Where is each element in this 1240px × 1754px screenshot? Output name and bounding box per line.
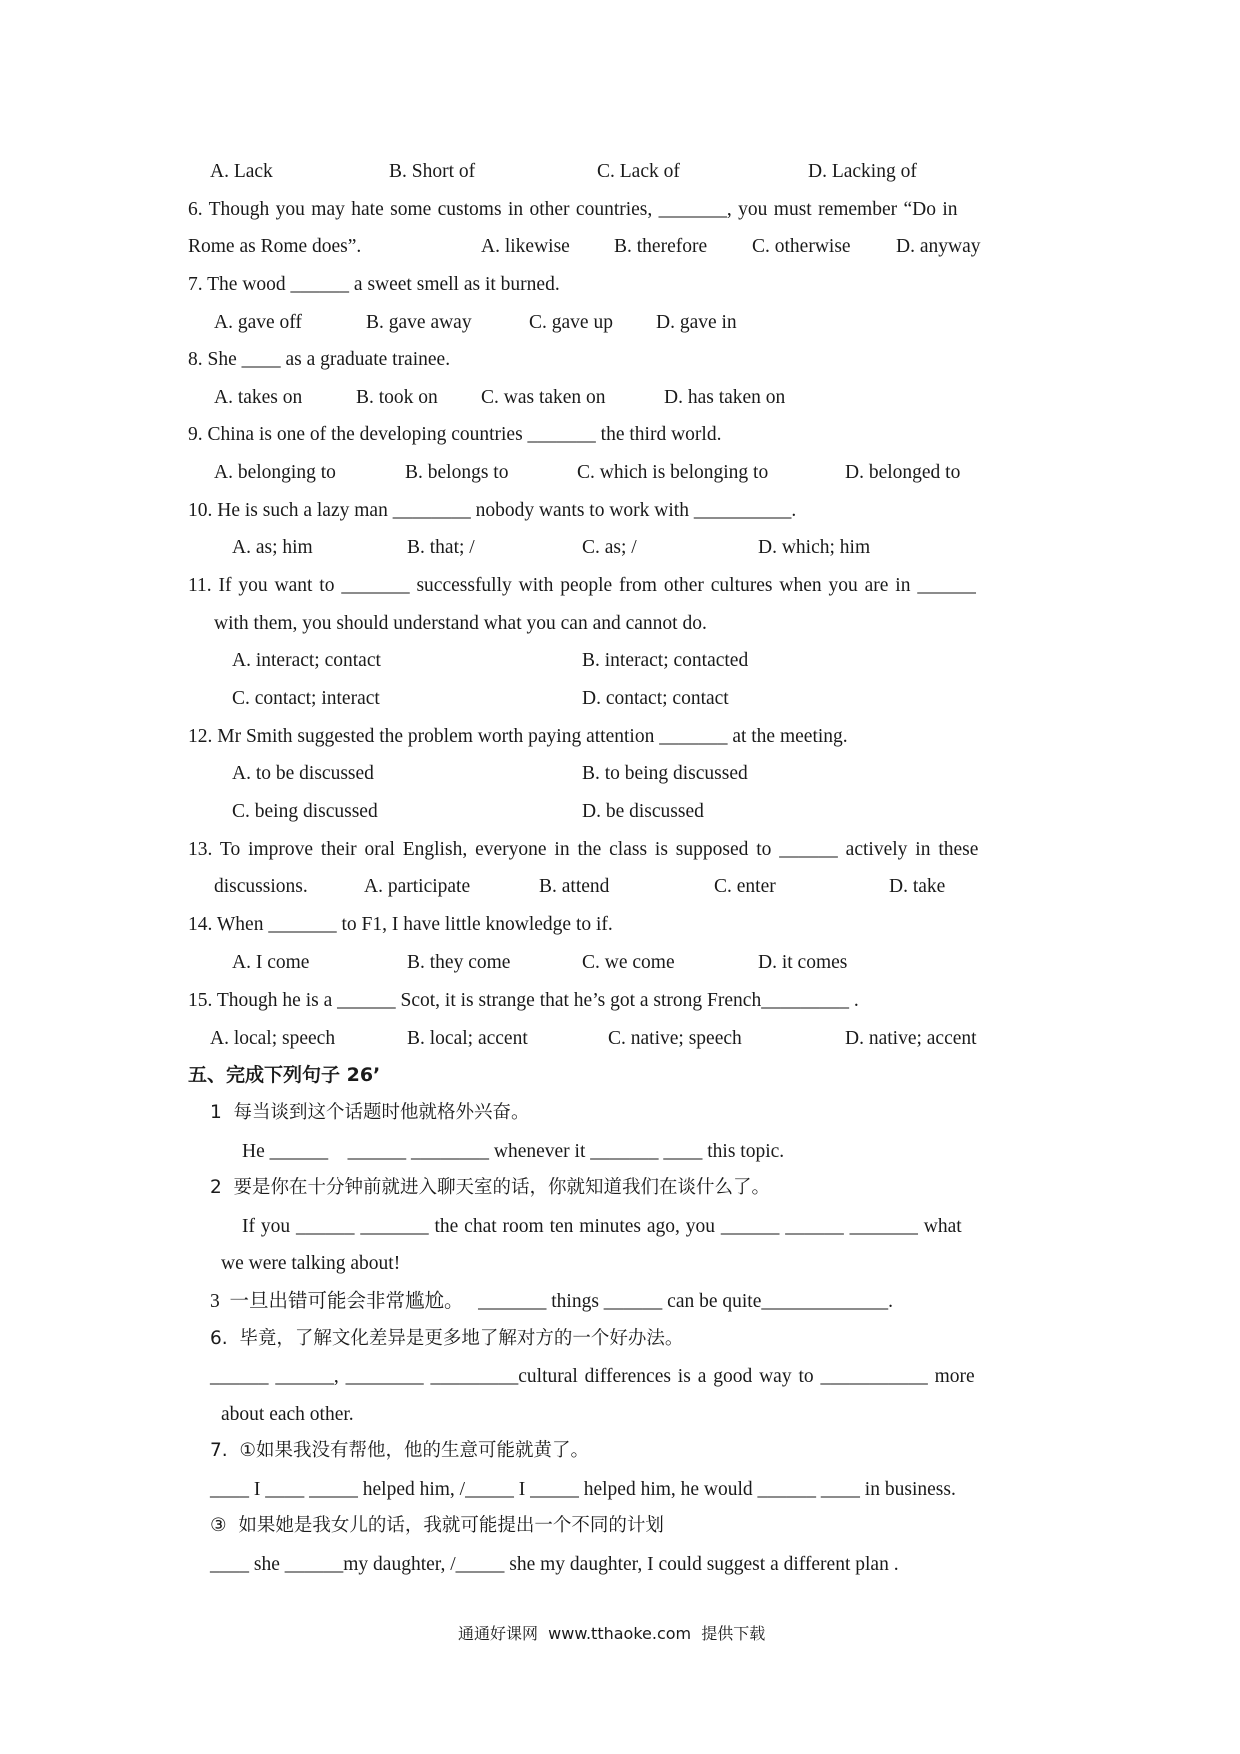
q9-option-a: A. belonging to <box>214 462 336 483</box>
q14-option-c: C. we come <box>582 952 675 973</box>
q14-stem: 14. When _______ to F1, I have little knowledge to if. <box>188 914 613 935</box>
q10-stem: 10. He is such a lazy man ________ nobody wants to work with __________. <box>188 500 797 521</box>
q13-stem-line1: 13. To improve their oral English, everyone in the class is supposed to ______ actively in these <box>188 839 979 860</box>
q14-option-d: D. it comes <box>758 952 848 973</box>
q8-option-c: C. was taken on <box>481 387 606 408</box>
q7-option-d: D. gave in <box>656 312 737 333</box>
sentence6-english-line2: about each other. <box>221 1404 354 1425</box>
q15-option-c: C. native; speech <box>608 1028 742 1049</box>
q11-stem-line2: with them, you should understand what you can and cannot do. <box>214 613 707 634</box>
q6-option-d: D. anyway <box>896 236 981 257</box>
q6-stem-line2: Rome as Rome does”. <box>188 236 362 257</box>
q11-option-d: D. contact; contact <box>582 688 729 709</box>
sentence7b-chinese: ③ 如果她是我女儿的话，我就可能提出一个不同的计划 <box>210 1515 664 1536</box>
sentence1-english: He ______ ______ ________ whenever it _______ ____ this topic. <box>242 1141 785 1162</box>
q11-option-c: C. contact; interact <box>232 688 380 709</box>
q12-stem: 12. Mr Smith suggested the problem worth paying attention _______ at the meeting. <box>188 726 848 747</box>
q8-option-d: D. has taken on <box>664 387 786 408</box>
sentence7-english: ____ I ____ _____ helped him, /_____ I _____ helped him, he would ______ ____ in business. <box>210 1479 956 1500</box>
q12-option-c: C. being discussed <box>232 801 378 822</box>
q12-option-d: D. be discussed <box>582 801 704 822</box>
q13-option-b: B. attend <box>539 876 610 897</box>
footer-download-note: 通通好课网 www.tthaoke.com 提供下载 <box>458 1624 766 1643</box>
q13-option-a: A. participate <box>364 876 471 897</box>
q10-option-c: C. as; / <box>582 537 637 558</box>
q5-option-c: C. Lack of <box>597 161 680 182</box>
q10-option-a: A. as; him <box>232 537 313 558</box>
q5-option-a: A. Lack <box>210 161 273 182</box>
q7-stem: 7. The wood ______ a sweet smell as it burned. <box>188 274 560 295</box>
q6-option-b: B. therefore <box>614 236 708 257</box>
sentence3: 3 一旦出错可能会非常尴尬。 _______ things ______ can be quite_____________. <box>210 1291 894 1312</box>
sentence2-english-line2: we were talking about! <box>221 1253 401 1274</box>
q15-option-a: A. local; speech <box>210 1028 336 1049</box>
q13-option-d: D. take <box>889 876 946 897</box>
q12-option-b: B. to being discussed <box>582 763 748 784</box>
q9-stem: 9. China is one of the developing countries _______ the third world. <box>188 424 722 445</box>
q7-option-a: A. gave off <box>214 312 302 333</box>
q9-option-b: B. belongs to <box>405 462 509 483</box>
q10-option-b: B. that; / <box>407 537 475 558</box>
q15-option-b: B. local; accent <box>407 1028 528 1049</box>
q12-option-a: A. to be discussed <box>232 763 374 784</box>
q6-option-a: A. likewise <box>481 236 570 257</box>
q8-stem: 8. She ____ as a graduate trainee. <box>188 349 451 370</box>
q8-option-a: A. takes on <box>214 387 303 408</box>
q15-option-d: D. native; accent <box>845 1028 977 1049</box>
q13-option-c: C. enter <box>714 876 776 897</box>
q9-option-c: C. which is belonging to <box>577 462 769 483</box>
q11-option-b: B. interact; contacted <box>582 650 749 671</box>
sentence6-english-line1: ______ ______, ________ _________cultural differences is a good way to ___________ more <box>210 1366 975 1387</box>
q6-option-c: C. otherwise <box>752 236 851 257</box>
sentence1-chinese: 1 每当谈到这个话题时他就格外兴奋。 <box>210 1102 530 1123</box>
sentence7-chinese: 7. ①如果我没有帮他，他的生意可能就黄了。 <box>210 1440 589 1461</box>
sentence7b-english: ____ she ______my daughter, /_____ she my daughter, I could suggest a different plan . <box>210 1554 899 1575</box>
q10-option-d: D. which; him <box>758 537 871 558</box>
q9-option-d: D. belonged to <box>845 462 961 483</box>
q7-option-c: C. gave up <box>529 312 613 333</box>
sentence6-chinese: 6. 毕竟，了解文化差异是更多地了解对方的一个好办法。 <box>210 1328 684 1349</box>
q13-stem-line2: discussions. <box>214 876 308 897</box>
q15-stem: 15. Though he is a ______ Scot, it is strange that he’s got a strong French_________ . <box>188 990 859 1011</box>
q8-option-b: B. took on <box>356 387 438 408</box>
sentence2-chinese: 2 要是你在十分钟前就进入聊天室的话，你就知道我们在谈什么了。 <box>210 1177 771 1198</box>
q11-stem-line1: 11. If you want to _______ successfully with people from other cultures when you are in ______ <box>188 575 976 596</box>
q14-option-a: A. I come <box>232 952 310 973</box>
q5-option-b: B. Short of <box>389 161 476 182</box>
q14-option-b: B. they come <box>407 952 511 973</box>
section5-heading: 五、完成下列句子 26’ <box>188 1064 381 1086</box>
q5-option-d: D. Lacking of <box>808 161 917 182</box>
sentence2-english-line1: If you ______ _______ the chat room ten minutes ago, you ______ ______ _______ what <box>242 1216 962 1237</box>
q6-stem-line1: 6. Though you may hate some customs in other countries, _______, you must remember “Do in <box>188 199 958 220</box>
q7-option-b: B. gave away <box>366 312 472 333</box>
q11-option-a: A. interact; contact <box>232 650 381 671</box>
